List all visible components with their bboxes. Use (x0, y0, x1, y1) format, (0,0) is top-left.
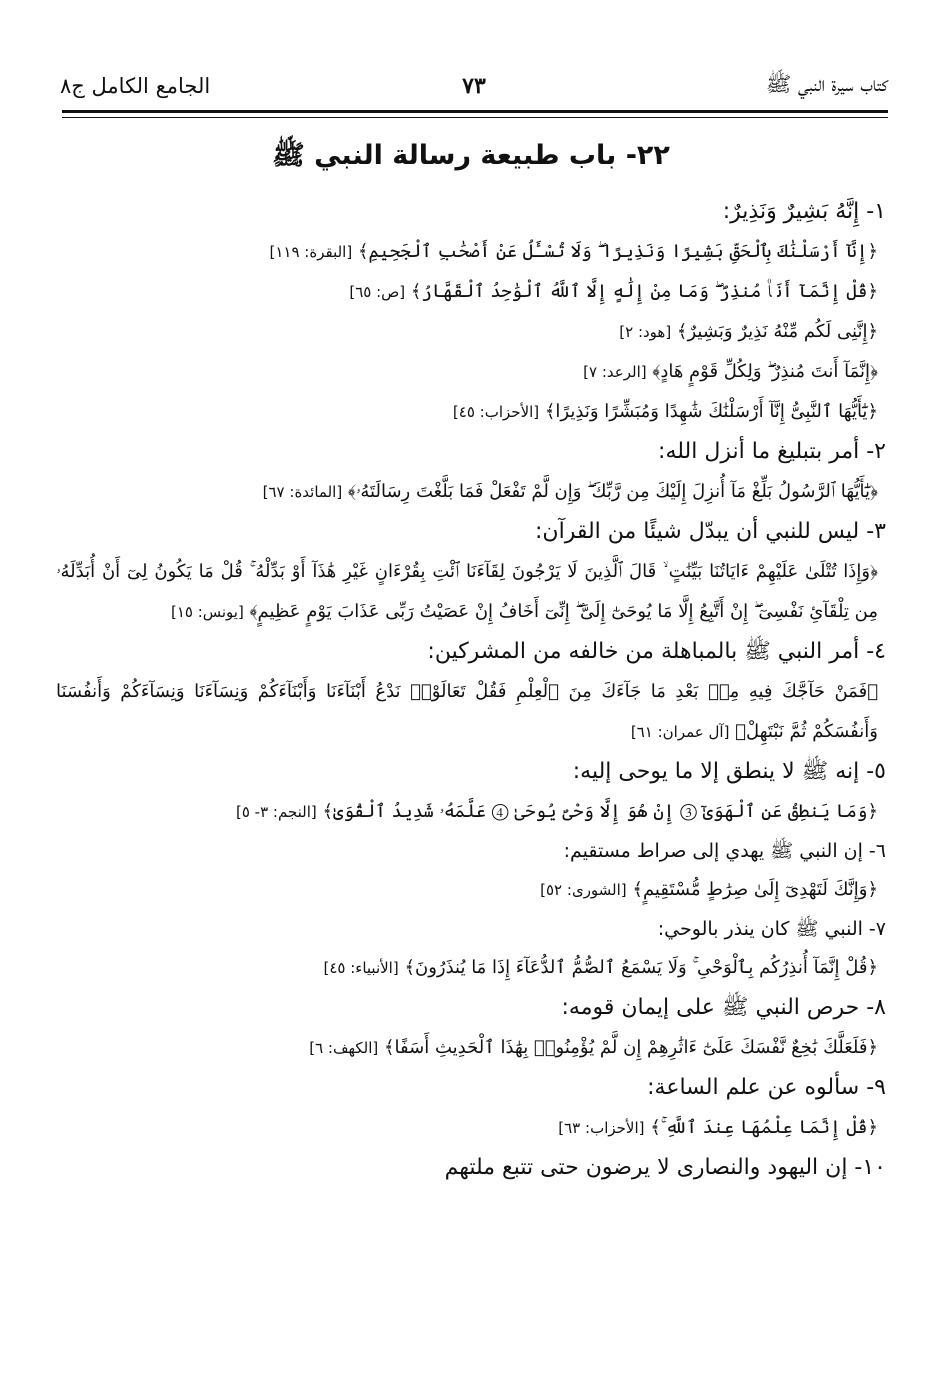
quran-verse (56, 870, 886, 910)
section-heading: ٤- أمر النبي ﷺ بالمباهلة من خالفه من المشركين: (427, 639, 886, 664)
verse-reference: [يونس: ١٥] (170, 603, 244, 621)
verse-reference: [الكهف: ٦] (309, 1039, 379, 1057)
quran-verse (56, 552, 886, 632)
section-5 (56, 752, 886, 832)
section-heading: ٩- سألوه عن علم الساعة: (647, 1075, 886, 1100)
header-volume-title: الجامع الكامل ج٨ (60, 74, 211, 98)
quran-verse (56, 672, 886, 752)
section-2 (56, 432, 886, 512)
verse-text: ﴿يَٰٓأَيُّهَا ٱلرَّسُولُ بَلِّغْ مَآ أُنزِلَ إِلَيْكَ مِن رَّبِّكَ ۖ وَإِن لَّمْ تَفْعَلْ فَمَا بَلَّغْتَ رِسَالَتَهُۥ﴾ (347, 481, 878, 502)
quran-verse (56, 472, 886, 512)
section-heading: ٥- إنه ﷺ لا ينطق إلا ما يوحى إليه: (572, 759, 886, 784)
quran-verse (56, 392, 886, 432)
verse-reference: [النجم: ٣- ٥] (235, 803, 317, 821)
verse-text: ﴿يَٰٓأَيُّهَا ٱلنَّبِىُّ إِنَّآ أَرْسَلْنَٰكَ شَٰهِدًا وَمُبَشِّرًا وَنَذِيرًا﴾ (544, 401, 878, 422)
header-rule-thin (62, 117, 888, 118)
section-heading: ١٠- إن اليهود والنصارى لا يرضون حتى تتبع ملتهم (444, 1155, 886, 1180)
section-10 (56, 1148, 886, 1188)
page-header (60, 68, 888, 104)
quran-verse (56, 792, 886, 832)
page-content (56, 138, 886, 1188)
page-number: ٧٣ (462, 73, 486, 99)
section-heading: ٢- أمر بتبليغ ما أنزل الله: (658, 439, 886, 464)
verse-reference: [آل عمران: ٦١] (630, 723, 730, 741)
section-6 (56, 832, 886, 910)
section-8 (56, 988, 886, 1068)
verse-text: ﴿إِنَّنِى لَكُم مِّنْهُ نَذِيرٌ وَبَشِيرٌ﴾ (676, 321, 878, 342)
verse-reference: [الأنبياء: ٤٥] (323, 959, 399, 977)
quran-verse (56, 352, 886, 392)
quran-verse (56, 1108, 886, 1148)
verse-reference: [البقرة: ١١٩] (269, 243, 353, 261)
verse-text: ﴿قُلْ إِنَّمَا عِلْمُهَا عِندَ ٱللَّهِ ۚ﴾ (650, 1117, 878, 1138)
verse-text: ﴿فَلَعَلَّكَ بَٰخِعٌ نَّفْسَكَ عَلَىٰٓ ءَاثَٰرِهِمْ إِن لَّمْ يُؤْمِنُوا۟ بِهَٰذَا ٱلْحَدِيثِ أَسَفًا﴾ (384, 1037, 878, 1058)
section-9 (56, 1068, 886, 1148)
verse-text: ﴿قُلْ إِنَّمَآ أَنَا۠ مُنذِرٌ ۖ وَمَا مِنْ إِلَٰهٍ إِلَّا ٱللَّهُ ٱلْوَٰحِدُ ٱلْقَهَّارُ﴾ (410, 281, 878, 302)
section-heading: ٧- النبي ﷺ كان ينذر بالوحي: (657, 918, 886, 940)
chapter-title: ٢٢- باب طبيعة رسالة النبي ﷺ (272, 140, 670, 171)
section-heading: ٣- ليس للنبي أن يبدّل شيئًا من القرآن: (535, 519, 886, 544)
section-heading: ٦- إن النبي ﷺ يهدي إلى صراط مستقيم: (563, 840, 886, 862)
quran-verse (56, 948, 886, 988)
verse-reference: [المائدة: ٦٧] (262, 483, 343, 501)
verse-text: ﴿قُلْ إِنَّمَآ أُنذِرُكُم بِٱلْوَحْىِ ۚ وَلَا يَسْمَعُ ٱلصُّمُّ ٱلدُّعَآءَ إِذَا مَا يُنذَرُونَ﴾ (404, 957, 878, 978)
verse-text: ﴿إِنَّآ أَرْسَلْنَٰكَ بِٱلْحَقِّ بَشِيرًا وَنَذِيرًا ۖ وَلَا تُسْـَٔلُ عَنْ أَصْحَٰبِ ٱلْجَحِيمِ﴾ (357, 241, 878, 262)
verse-text: ﴿إِنَّمَآ أَنتَ مُنذِرٌ ۖ وَلِكُلِّ قَوْمٍ هَادٍ﴾ (652, 361, 878, 382)
verse-text: ﴿وَإِذَا تُتْلَىٰ عَلَيْهِمْ ءَايَاتُنَا بَيِّنَٰتٍ ۙ قَالَ ٱلَّذِينَ لَا يَرْجُونَ لِقَآءَنَا ٱئْتِ بِقُرْءَانٍ غَيْرِ هَٰذَآ أَوْ بَدِّلْهُ ۚ قُلْ مَا يَكُونُ لِىٓ أَنْ أُبَدِّلَهُۥ مِن تِلْقَآئِ نَفْسِىٓ ۖ إِنْ أَتَّبِعُ إِلَّا مَا يُوحَىٰٓ إِلَىَّ ۖ إِنِّىٓ أَخَافُ إِنْ عَصَيْتُ رَبِّى عَذَابَ يَوْمٍ عَظِيمٍ﴾ (56, 561, 878, 622)
verse-text: ﴿وَإِنَّكَ لَتَهْدِىٓ إِلَىٰ صِرَٰطٍ مُّسْتَقِيمٍ﴾ (632, 879, 878, 900)
section-1 (56, 192, 886, 432)
verse-text: ﴿فَمَنْ حَآجَّكَ فِيهِ مِنۢ بَعْدِ مَا جَآءَكَ مِنَ ٱلْعِلْمِ فَقُلْ تَعَالَوْا۟ نَدْعُ أَبْنَآءَنَا وَأَبْنَآءَكُمْ وَنِسَآءَنَا وَنِسَآءَكُمْ وَأَنفُسَنَا وَأَنفُسَكُمْ ثُمَّ نَبْتَهِلْ﴾ (56, 681, 878, 742)
verse-reference: [الرعد: ٧] (583, 363, 647, 381)
quran-verse (56, 312, 886, 352)
quran-verse (56, 1028, 886, 1068)
verse-reference: [الأحزاب: ٤٥] (452, 403, 540, 421)
quran-verse (56, 272, 886, 312)
section-7 (56, 910, 886, 988)
verse-reference: [ص: ٦٥] (349, 283, 406, 301)
sections-container (56, 192, 886, 1188)
header-rule-thick (62, 110, 888, 113)
section-heading: ٨- حرص النبي ﷺ على إيمان قومه: (561, 995, 886, 1020)
verse-text: ﴿وَمَا يَنطِقُ عَنِ ٱلْهَوَىٰٓ ③ إِنْ هُوَ إِلَّا وَحْىٌ يُوحَىٰ ④ عَلَّمَهُۥ شَدِيدُ ٱلْقُوَىٰ﴾ (322, 801, 878, 822)
verse-reference: [هود: ٢] (619, 323, 672, 341)
section-heading: ١- إِنَّهُ بَشِيرٌ وَنَذِيرٌ: (722, 199, 886, 224)
verse-reference: [الشورى: ٥٢] (540, 881, 627, 899)
verse-reference: [الأحزاب: ٦٣] (558, 1119, 645, 1137)
quran-verse (56, 232, 886, 272)
section-4 (56, 632, 886, 752)
section-3 (56, 512, 886, 632)
header-book-title: كتاب سيرة النبي ﷺ (765, 71, 888, 96)
